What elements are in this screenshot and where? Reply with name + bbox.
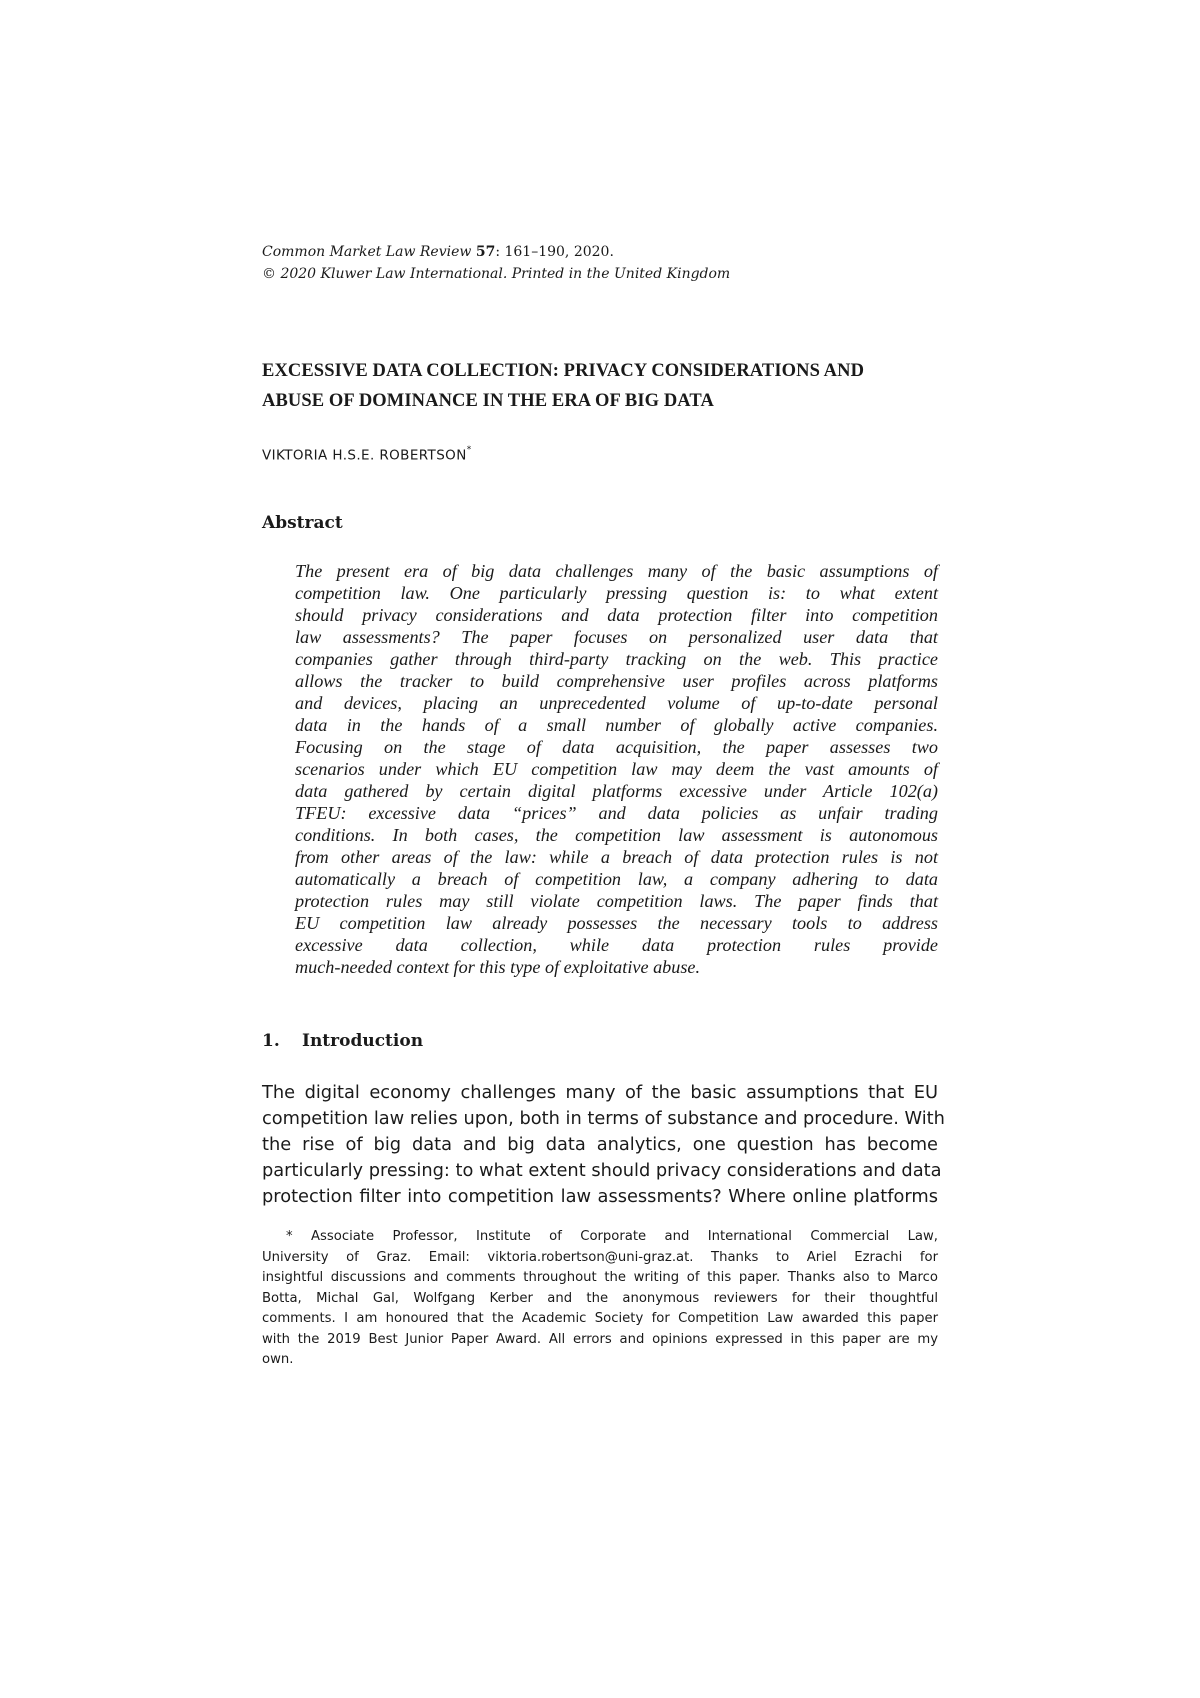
- abstract-line: automatically a breach of competition law, a company adhering to data: [295, 869, 938, 889]
- abstract-line: allows the tracker to build comprehensive user profiles across platforms: [295, 671, 938, 691]
- footnote-line: own.: [262, 1352, 294, 1367]
- section-title: Introduction: [302, 1031, 424, 1051]
- abstract-line: Focusing on the stage of data acquisition, the paper assesses two: [295, 737, 938, 757]
- abstract-line: data gathered by certain digital platforms excessive under Article 102(a): [295, 781, 938, 801]
- copyright-line: © 2020 Kluwer Law International. Printed in the United Kingdom: [262, 266, 731, 282]
- journal-volume: 57: [475, 244, 496, 260]
- abstract-line: much-needed context for this type of exploitative abuse.: [295, 957, 701, 977]
- abstract-line: protection rules may still violate competition laws. The paper finds that: [295, 891, 938, 911]
- journal-header: [262, 241, 962, 285]
- abstract-line: should privacy considerations and data protection filter into competition: [295, 605, 938, 625]
- section-number: 1.: [262, 1031, 280, 1051]
- abstract-line: from other areas of the law: while a breach of data protection rules is not: [295, 847, 938, 867]
- paper-title-line-1: EXCESSIVE DATA COLLECTION: PRIVACY CONSIDERATIONS AND: [262, 361, 865, 381]
- footnote-line: comments. I am honoured that the Academic Society for Competition Law awarded this paper: [262, 1311, 938, 1326]
- journal-citation-line: [262, 241, 962, 263]
- footnote-line: University of Graz. Email: viktoria.robertson@uni-graz.at. Thanks to Ariel Ezrachi for: [262, 1249, 938, 1265]
- abstract-line: scenarios under which EU competition law may deem the vast amounts of: [295, 759, 938, 779]
- abstract-line: competition law. One particularly pressing question is: to what extent: [295, 583, 938, 603]
- body-line: particularly pressing: to what extent should privacy considerations and data: [262, 1160, 942, 1181]
- abstract-line: data in the hands of a small number of globally active companies.: [295, 715, 938, 735]
- abstract-line: TFEU: excessive data “prices” and data policies as unfair trading: [295, 803, 938, 823]
- body-line: The digital economy challenges many of the basic assumptions that EU: [262, 1082, 938, 1103]
- abstract-text: [295, 560, 938, 978]
- body-line: competition law relies upon, both in terms of substance and procedure. With: [262, 1108, 945, 1129]
- footnote-line: * Associate Professor, Institute of Corporate and International Commercial Law,: [286, 1229, 938, 1244]
- paper-title: [262, 356, 962, 416]
- body-line: the rise of big data and big data analytics, one question has become: [262, 1134, 938, 1155]
- paper-title-line-2: ABUSE OF DOMINANCE IN THE ERA OF BIG DATA: [262, 391, 714, 411]
- journal-pages-year: : 161–190, 2020.: [495, 244, 614, 260]
- abstract-line: law assessments? The paper focuses on personalized user data that: [295, 627, 938, 647]
- author-footnote-mark: *: [466, 445, 472, 455]
- author-name: VIKTORIA H.S.E. ROBERTSON: [262, 447, 467, 464]
- author-line: [262, 447, 472, 464]
- abstract-line: companies gather through third-party tracking on the web. This practice: [295, 649, 938, 669]
- abstract-line: EU competition law already possesses the necessary tools to address: [295, 913, 938, 933]
- introduction-body: [262, 1080, 945, 1210]
- footnote-line: Botta, Michal Gal, Wolfgang Kerber and the anonymous reviewers for their thoughtful: [262, 1290, 938, 1306]
- footnote-line: insightful discussions and comments throughout the writing of this paper. Thanks also to Marco: [262, 1270, 938, 1285]
- abstract-line: The present era of big data challenges many of the basic assumptions of: [295, 561, 938, 581]
- section-heading-introduction: [262, 1031, 423, 1051]
- abstract-heading: Abstract: [262, 513, 343, 533]
- footnote-line: with the 2019 Best Junior Paper Award. All errors and opinions expressed in this paper are my: [262, 1331, 938, 1347]
- author-footnote: [262, 1227, 938, 1371]
- body-line: protection filter into competition law assessments? Where online platforms: [262, 1186, 938, 1207]
- abstract-line: excessive data collection, while data protection rules provide: [295, 935, 938, 955]
- abstract-line: conditions. In both cases, the competition law assessment is autonomous: [295, 825, 938, 845]
- abstract-line: and devices, placing an unprecedented volume of up-to-date personal: [295, 693, 938, 713]
- journal-name: Common Market Law Review: [262, 244, 472, 260]
